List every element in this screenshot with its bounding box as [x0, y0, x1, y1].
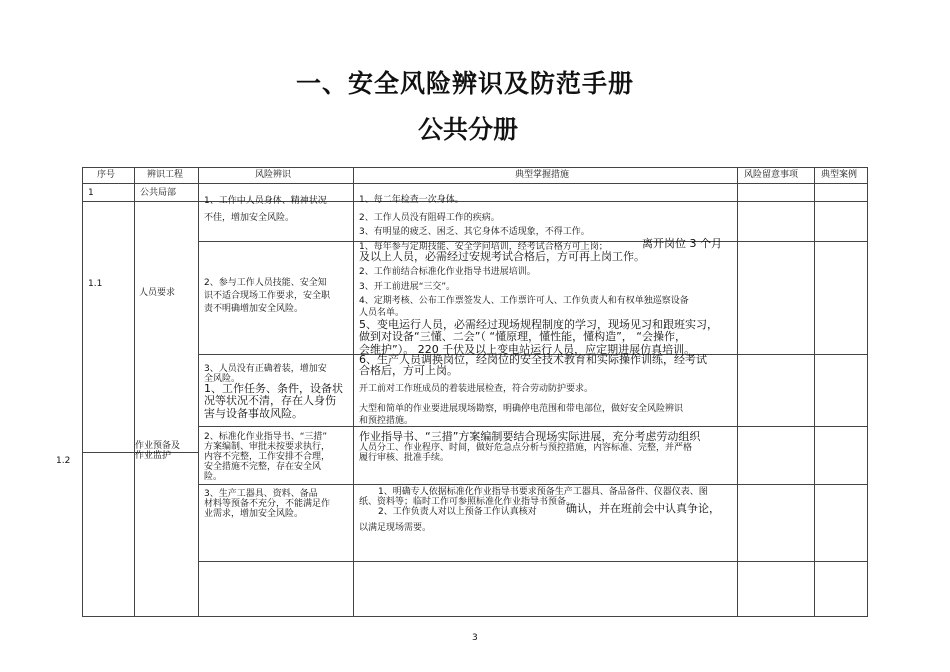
measure-7b: 人员名单。 — [359, 308, 405, 318]
measure-4a: 1、每年参与定期技能、安全学问培训，经考试合格方可上岗； — [359, 242, 608, 252]
measure-9b: 合格后，方可上岗。 — [359, 364, 458, 377]
risk-3a: 3、人员没有正确着装，增加安 — [204, 364, 327, 374]
section-1-2-seq: 1.2 — [56, 456, 71, 466]
measure-2: 2、工作人员没有阻碍工作的疾病。 — [359, 213, 500, 223]
measure-7a: 4、定期考核、公布工作票签发人、工作票许可人、工作负责人和有权单独巡察设备 — [359, 296, 689, 306]
measure-13b: 纸、资料等；临时工作可参照标准化作业指导书预备。 — [359, 497, 576, 507]
measure-4b: 离开岗位 3 个月 — [642, 237, 722, 250]
risk-2c: 责不明确增加安全风险。 — [204, 304, 304, 314]
measure-13e: 以满足现场需要。 — [359, 523, 432, 533]
page-number: 3 — [472, 633, 478, 643]
risk-1b: 不佳，增加安全风险。 — [204, 213, 295, 223]
page-title: 一、安全风险辨识及防范手册 — [296, 69, 635, 98]
risk-5b: 方案编制、审批未按要求执行， — [204, 442, 331, 452]
measure-3: 3、有明显的疲乏、困乏、其它身体不适现象，不得工作。 — [359, 227, 590, 237]
risk-4b: 况等状况不清，存在人身伤 — [204, 394, 336, 407]
header-project: 辨识工程 — [147, 170, 184, 180]
measure-8a: 5、变电运行人员，必需经过现场规程制度的学习，现场见习和跟班实习， — [359, 318, 718, 331]
header-measures: 典型掌握措施 — [515, 170, 570, 180]
header-notes: 风险留意事项 — [744, 170, 799, 180]
risk-6b: 材料等预备不充分，不能满足作 — [204, 499, 331, 509]
risk-3b: 全风险。 — [204, 374, 241, 384]
risk-5e: 险。 — [204, 472, 223, 482]
measure-10: 开工前对工作班成员的着装进展检查，符合劳动防护要求。 — [359, 384, 594, 394]
section-1-1-project: 人员要求 — [139, 288, 176, 298]
row1-seq: 1 — [88, 188, 94, 198]
section-1-2-project-b: 作业监护 — [135, 451, 172, 461]
page-subtitle: 公共分册 — [418, 115, 519, 144]
row1-project: 公共局部 — [140, 188, 177, 198]
measure-8c: 会维护”）。 220 千伏及以上变电站运行人员，应定期进展仿真培训。 — [359, 343, 696, 356]
measure-8b: 做到对设备“三懂、二会”（ “懂原理，懂性能，懂构造”， “会操作， — [359, 330, 686, 343]
measure-12b: 人员分工、作业程序、时间，做好危急点分析与预控措施，内容标准、完整，并严格 — [359, 443, 693, 453]
header-risk: 风险辨识 — [255, 170, 292, 180]
risk-6c: 业需求，增加安全风险。 — [204, 509, 304, 519]
measure-6: 3、开工前进展“三交”。 — [359, 282, 456, 292]
measure-1: 1、每二年检查一次身体。 — [359, 195, 464, 205]
measure-12c: 履行审核、批准手续。 — [359, 453, 450, 463]
risk-4c: 害与设备事故风险。 — [204, 407, 303, 420]
section-1-2-project-a: 作业预备及 — [135, 441, 181, 451]
risk-5d: 安全措施不完整，存在安全风 — [204, 462, 322, 472]
risk-1a: 1、工作中人员身体、精神状况 — [204, 196, 327, 206]
risk-5a: 2、标准化作业指导书、“三措” — [204, 432, 328, 442]
measure-11b: 和预控措施。 — [359, 416, 414, 426]
measure-11a: 大型和简单的作业要进展现场勘察，明确停电范围和带电部位，做好安全风险辨识 — [359, 404, 684, 414]
measure-13a: 1、明确专人依据标准化作业指导书要求预备生产工器具、备品备件、仪器仪表、图 — [378, 487, 708, 497]
risk-4a: 1、工作任务、条件，设备状 — [204, 382, 343, 395]
risk-6a: 3、生产工器具、资料、备品 — [204, 489, 318, 499]
measure-13c: 2、工作负责人对以上预备工作认真核对 — [378, 507, 537, 517]
measure-9a: 6、生产人员调换岗位，经岗位的安全技术教育和实际操作训练，经考试 — [359, 353, 707, 366]
measure-4c: 及以上人员，必需经过安规考试合格后，方可再上岗工作。 — [359, 250, 645, 263]
header-seq: 序号 — [97, 170, 116, 180]
risk-2a: 2、参与工作人员技能、安全知 — [204, 278, 327, 288]
measure-13d: 确认，并在班前会中认真争论， — [566, 502, 720, 515]
risk-5c: 内容不完整，工作安排不合理， — [204, 452, 331, 462]
measure-12a: 作业指导书、“三措”方案编制要结合现场实际进展，充分考虑劳动组织 — [359, 430, 701, 443]
header-cases: 典型案例 — [821, 170, 858, 180]
risk-2b: 识不适合现场工作要求，安全职 — [204, 291, 331, 301]
section-1-1-seq: 1.1 — [88, 279, 103, 289]
measure-5: 2、工作前结合标准化作业指导书进展培训。 — [359, 267, 536, 277]
